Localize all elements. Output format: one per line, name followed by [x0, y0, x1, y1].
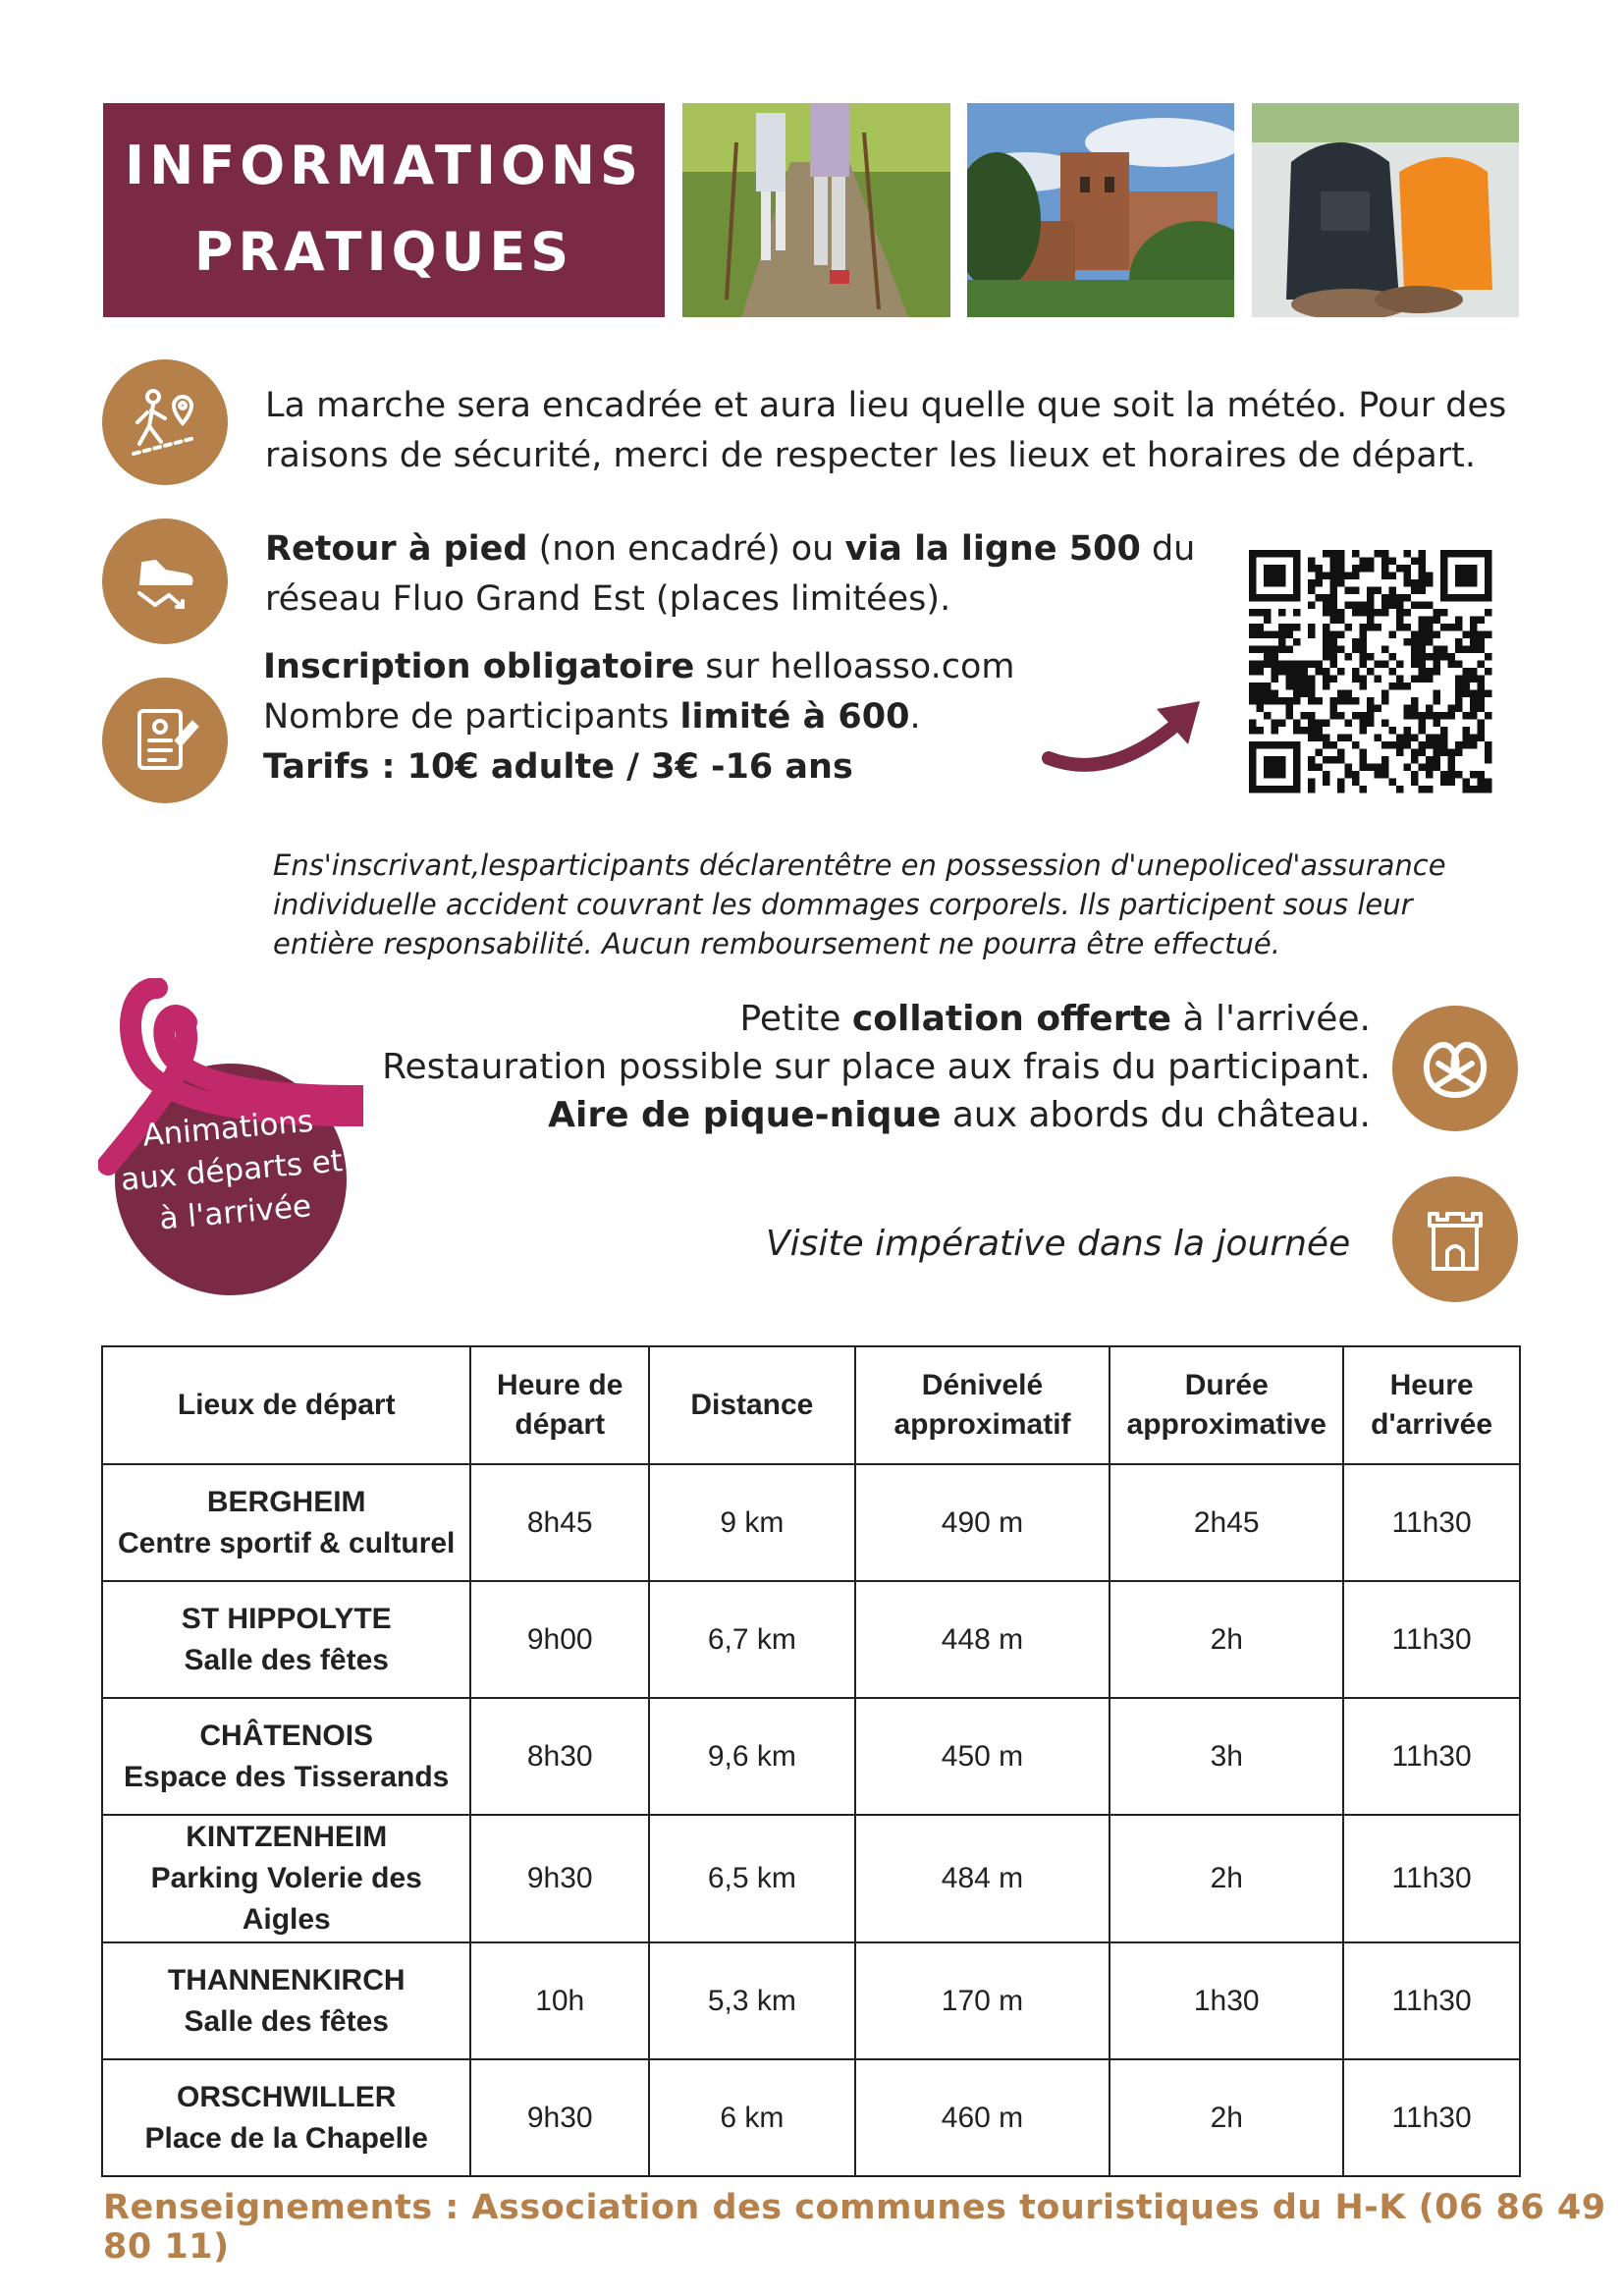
return-info-line1: [265, 524, 1195, 574]
cell-distance: 6,5 km: [649, 1815, 855, 1942]
departure-place-cell: [102, 2059, 470, 2176]
departure-town: ST HIPPOLYTE: [181, 1602, 392, 1635]
table-header-text: d'arrivée: [1371, 1408, 1493, 1441]
visit-required-text: Visite impérative dans la journée: [766, 1224, 1351, 1264]
cell-distance: 9,6 km: [649, 1698, 855, 1815]
castle-tower-icon: [1392, 1176, 1518, 1302]
cell-time: 10h: [470, 1942, 649, 2059]
cell-arrival: 11h30: [1343, 1698, 1520, 1815]
return-on-foot-label: Retour à pied: [265, 529, 528, 569]
departure-place-cell: [102, 1815, 470, 1942]
cell-elev: 170 m: [855, 1942, 1110, 2059]
castle-photo: [967, 103, 1234, 317]
cell-elev: 448 m: [855, 1581, 1110, 1698]
cell-duration: 2h: [1110, 2059, 1343, 2176]
table-row: [102, 2059, 1520, 2176]
departure-venue: Parking Volerie des Aigles: [150, 1862, 422, 1936]
cell-elev: 490 m: [855, 1464, 1110, 1581]
departures-table: [101, 1345, 1521, 2177]
table-row: [102, 1942, 1520, 2059]
table-header-cell: [1110, 1346, 1343, 1464]
cell-arrival: 11h30: [1343, 1815, 1520, 1942]
table-header-cell: [649, 1346, 855, 1464]
departure-place-cell: [102, 1942, 470, 2059]
registration-form-icon: [102, 678, 228, 803]
food-line3: [363, 1091, 1371, 1139]
cell-duration: 2h45: [1110, 1464, 1343, 1581]
registration-site: sur helloasso.com: [694, 647, 1015, 686]
insurance-disclaimer: [273, 846, 1446, 963]
table-header-text: Heure de: [497, 1369, 623, 1401]
table-header-cell: [470, 1346, 649, 1464]
cell-time: 8h30: [470, 1698, 649, 1815]
departure-venue: Espace des Tisserands: [124, 1760, 450, 1793]
info-weather-text: [265, 381, 1506, 481]
info-weather-line2: raisons de sécurité, merci de respecter les lieux et horaires de départ.: [265, 436, 1477, 475]
table-row: [102, 1581, 1520, 1698]
return-info-text: [265, 524, 1195, 625]
cell-arrival: 11h30: [1343, 1581, 1520, 1698]
page-title-line2: PRATIQUES: [193, 221, 574, 283]
departure-venue: Salle des fêtes: [184, 2004, 389, 2038]
food-text-a: Petite: [739, 999, 852, 1039]
table-header-cell: [102, 1346, 470, 1464]
departure-town: KINTZENHEIM: [186, 1821, 388, 1853]
cell-distance: 6 km: [649, 2059, 855, 2176]
food-line1: [363, 995, 1371, 1043]
backpacks-photo: [1252, 103, 1519, 317]
cell-arrival: 11h30: [1343, 1942, 1520, 2059]
departure-venue: Centre sportif & culturel: [118, 1526, 456, 1559]
cell-elev: 484 m: [855, 1815, 1110, 1942]
cell-elev: 460 m: [855, 2059, 1110, 2176]
disclaimer-line3: entière responsabilité. Aucun remboursement ne pourra être effectué.: [273, 927, 1280, 960]
qr-code[interactable]: [1249, 550, 1492, 800]
departure-venue: Place de la Chapelle: [144, 2121, 428, 2155]
table-row: [102, 1698, 1520, 1815]
animations-label: [105, 1097, 358, 1244]
registration-line2: [263, 692, 1014, 742]
registration-text: [263, 642, 1014, 793]
table-header-text: départ: [514, 1408, 606, 1441]
table-header-cell: [855, 1346, 1110, 1464]
bus-line-label: via la ligne 500: [844, 529, 1141, 569]
table-header-cell: [1343, 1346, 1520, 1464]
departure-town: THANNENKIRCH: [167, 1963, 406, 1996]
disclaimer-line2: individuelle accident couvrant les dommages corporels. Ils participent sous leur: [273, 888, 1413, 921]
cell-time: 9h00: [470, 1581, 649, 1698]
table-row: [102, 1464, 1520, 1581]
animations-line1: Animations: [140, 1103, 315, 1154]
table-header-text: Distance: [690, 1389, 814, 1421]
departure-town: ORSCHWILLER: [177, 2080, 397, 2113]
cell-distance: 9 km: [649, 1464, 855, 1581]
table-header-row: [102, 1346, 1520, 1464]
cell-elev: 450 m: [855, 1698, 1110, 1815]
page-title-banner: [103, 103, 665, 317]
hikers-photo: [682, 103, 950, 317]
pretzel-icon: [1392, 1006, 1518, 1131]
participants-text: Nombre de participants: [263, 697, 680, 737]
food-text-b: à l'arrivée.: [1171, 999, 1371, 1039]
departure-place-cell: [102, 1581, 470, 1698]
hiker-location-icon: [102, 359, 228, 485]
departure-place-cell: [102, 1464, 470, 1581]
page-title-line1: INFORMATIONS: [125, 135, 643, 196]
animations-line3: à l'arrivée: [157, 1188, 313, 1237]
registration-required-label: Inscription obligatoire: [263, 647, 695, 686]
contact-footer: Renseignements : Association des communes touristiques du H-K (06 86 49 80 11): [103, 2188, 1606, 2267]
table-header-text: Durée: [1184, 1369, 1269, 1401]
table-header-text: Lieux de départ: [177, 1389, 396, 1421]
return-text-a: (non encadré) ou: [527, 529, 845, 569]
cell-time: 8h45: [470, 1464, 649, 1581]
table-header-text: approximative: [1126, 1408, 1326, 1441]
table-row: [102, 1815, 1520, 1942]
cell-arrival: 11h30: [1343, 2059, 1520, 2176]
departure-venue: Salle des fêtes: [184, 1643, 389, 1676]
cell-distance: 5,3 km: [649, 1942, 855, 2059]
arrow-to-qr-icon: [1041, 687, 1208, 776]
shoe-arrow-icon: [102, 519, 228, 644]
cell-arrival: 11h30: [1343, 1464, 1520, 1581]
food-line2: Restauration possible sur place aux frais du participant.: [382, 1047, 1371, 1087]
cell-time: 9h30: [470, 1815, 649, 1942]
cell-duration: 2h: [1110, 1815, 1343, 1942]
food-info-text: [363, 995, 1371, 1139]
registration-line1: [263, 642, 1014, 692]
prices-text: Tarifs : 10€ adulte / 3€ -16 ans: [263, 747, 853, 787]
animations-line2: aux départs et: [119, 1143, 345, 1198]
cell-time: 9h30: [470, 2059, 649, 2176]
cell-duration: 1h30: [1110, 1942, 1343, 2059]
cell-duration: 2h: [1110, 1581, 1343, 1698]
food-text-c: aux abords du château.: [941, 1095, 1371, 1135]
departure-town: CHÂTENOIS: [199, 1719, 374, 1752]
snack-offered-label: collation offerte: [851, 999, 1172, 1039]
departure-town: BERGHEIM: [206, 1485, 366, 1518]
participants-period: .: [909, 697, 921, 737]
departure-place-cell: [102, 1698, 470, 1815]
table-header-text: Heure: [1389, 1369, 1474, 1401]
cell-distance: 6,7 km: [649, 1581, 855, 1698]
participants-limit: limité à 600: [679, 697, 910, 737]
info-weather-line1: La marche sera encadrée et aura lieu quelle que soit la météo. Pour des: [265, 386, 1507, 425]
return-text-b: du: [1140, 529, 1196, 569]
cell-duration: 3h: [1110, 1698, 1343, 1815]
picnic-area-label: Aire de pique-nique: [548, 1095, 942, 1135]
disclaimer-line1: Ens'inscrivant,lesparticipants déclarentêtre en possession d'unepoliced'assurance: [273, 848, 1446, 882]
table-header-text: Dénivelé: [921, 1369, 1044, 1401]
return-info-line2: réseau Fluo Grand Est (places limitées).: [265, 579, 951, 619]
table-header-text: approximatif: [893, 1408, 1071, 1441]
